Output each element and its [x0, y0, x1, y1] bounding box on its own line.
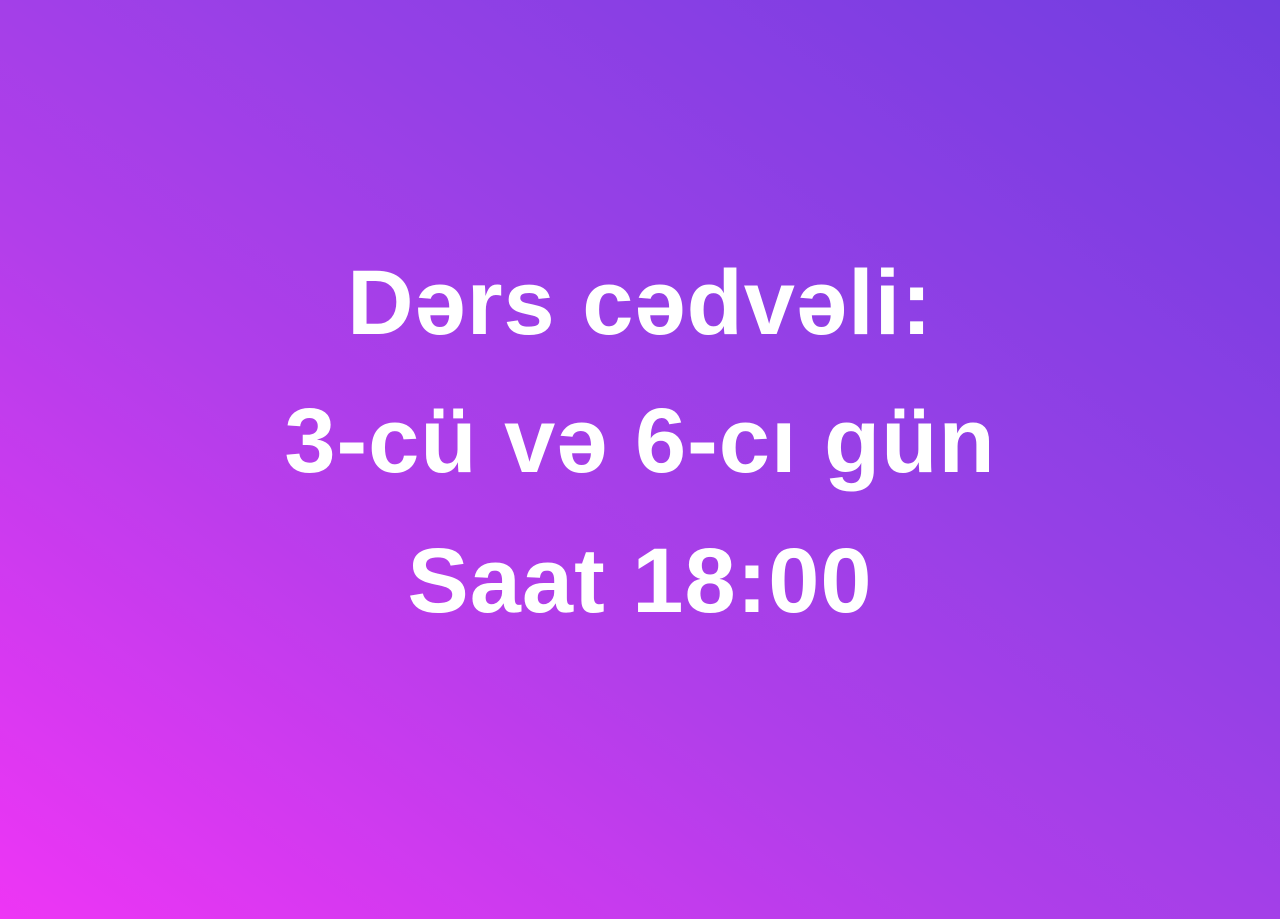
- schedule-days: 3-cü və 6-cı gün: [284, 390, 996, 492]
- schedule-title: Dərs cədvəli:: [347, 252, 933, 354]
- schedule-time: Saat 18:00: [407, 530, 873, 632]
